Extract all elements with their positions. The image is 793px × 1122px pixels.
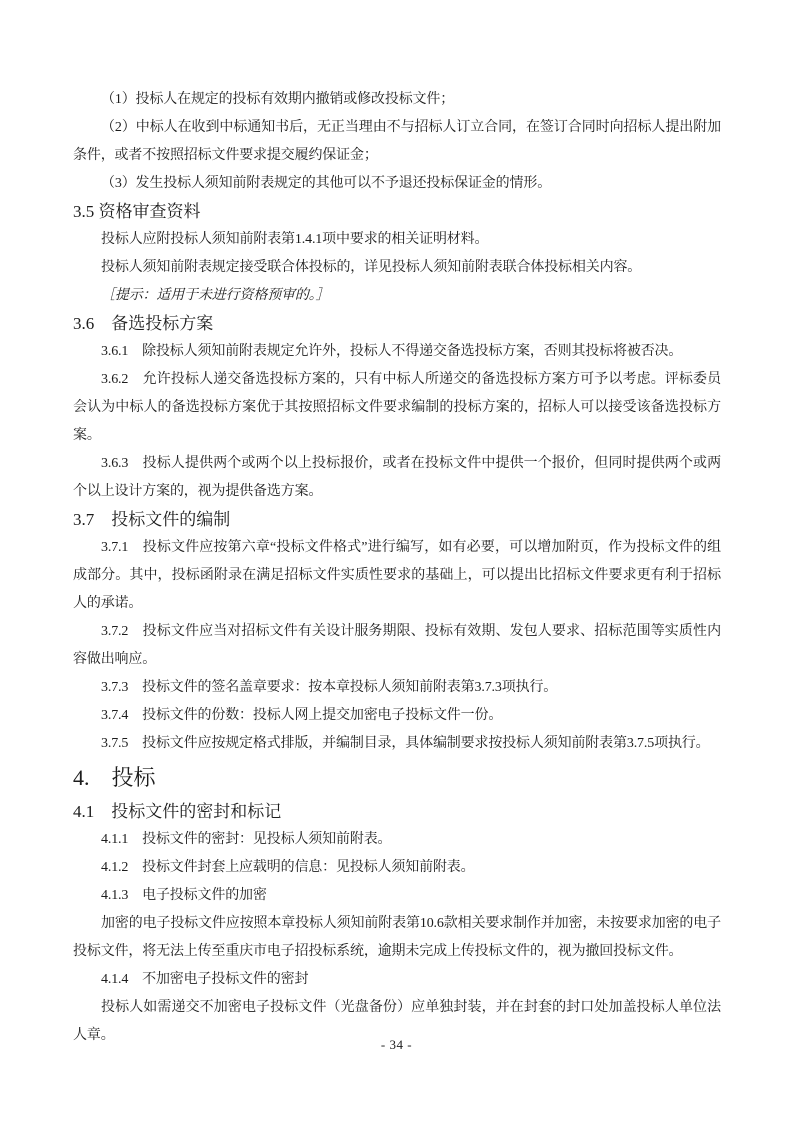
heading-3-5: 3.5 资格审查资料 (73, 202, 201, 221)
clause-3-7-5: 3.7.5 投标文件应按规定格式排版，并编制目录，具体编制要求按投标人须知前附表第3.7.5项执行。 (101, 736, 710, 751)
clause-3-7-4: 3.7.4 投标文件的份数：投标人网上提交加密电子投标文件一份。 (101, 708, 503, 723)
heading-3-6: 3.6 备选投标方案 (73, 314, 214, 333)
clause-4-1-2: 4.1.2 投标文件封套上应载明的信息：见投标人须知前附表。 (101, 860, 475, 875)
heading-4-1: 4.1 投标文件的密封和标记 (73, 802, 282, 821)
heading-4: 4. 投标 (73, 765, 156, 790)
clause-3-6-2: 3.6.2 允许投标人递交备选投标方案的，只有中标人所递交的备选投标方案方可予以考虑。评标委员会认为中标人的备选投标方案优于其按照招标文件要求编制的投标方案的，招标人可以接受该备选投标方案。 (73, 372, 721, 443)
clause-3-7-3: 3.7.3 投标文件的签名盖章要求：按本章投标人须知前附表第3.7.3项执行。 (101, 680, 558, 695)
heading-3-7: 3.7 投标文件的编制 (73, 510, 231, 529)
list-item-2: （2）中标人在收到中标通知书后，无正当理由不与招标人订立合同，在签订合同时向招标人提出附加条件，或者不按照招标文件要求提交履约保证金； (73, 120, 721, 163)
paragraph: 加密的电子投标文件应按照本章投标人须知前附表第10.6款相关要求制作并加密，未按要求加密的电子投标文件，将无法上传至重庆市电子招投标系统，逾期未完成上传投标文件的，视为撤回投标文件。 (73, 916, 721, 959)
paragraph: 投标人如需递交不加密电子投标文件（光盘备份）应单独封装，并在封套的封口处加盖投标人单位法人章。 (73, 1000, 721, 1043)
clause-3-6-3: 3.6.3 投标人提供两个或两个以上投标报价，或者在投标文件中提供一个报价，但同时提供两个或两个以上设计方案的，视为提供备选方案。 (73, 456, 721, 499)
clause-4-1-1: 4.1.1 投标文件的密封：见投标人须知前附表。 (101, 832, 392, 847)
list-item-1: （1）投标人在规定的投标有效期内撤销或修改投标文件； (101, 92, 455, 107)
clause-4-1-4: 4.1.4 不加密电子投标文件的密封 (101, 972, 309, 987)
clause-4-1-3: 4.1.3 电子投标文件的加密 (101, 888, 267, 903)
clause-3-6-1: 3.6.1 除投标人须知前附表规定允许外，投标人不得递交备选投标方案，否则其投标将被否决。 (101, 344, 683, 359)
paragraph: 投标人应附投标人须知前附表第1.4.1项中要求的相关证明材料。 (101, 232, 489, 247)
page-number: - 34 - (380, 1037, 413, 1052)
clause-3-7-2: 3.7.2 投标文件应当对招标文件有关设计服务期限、投标有效期、发包人要求、招标范围等实质性内容做出响应。 (73, 624, 721, 667)
note-italic: ［提示：适用于未进行资格预审的。］ (101, 288, 330, 303)
clause-3-7-1: 3.7.1 投标文件应按第六章“投标文件格式”进行编写，如有必要，可以增加附页，作为投标文件的组成部分。其中，投标函附录在满足招标文件实质性要求的基础上，可以提出比招标文件要求更有利于招标人的承诺。 (73, 540, 721, 611)
paragraph: 投标人须知前附表规定接受联合体投标的，详见投标人须知前附表联合体投标相关内容。 (101, 260, 642, 275)
list-item-3: （3）发生投标人须知前附表规定的其他可以不予退还投标保证金的情形。 (101, 176, 552, 191)
